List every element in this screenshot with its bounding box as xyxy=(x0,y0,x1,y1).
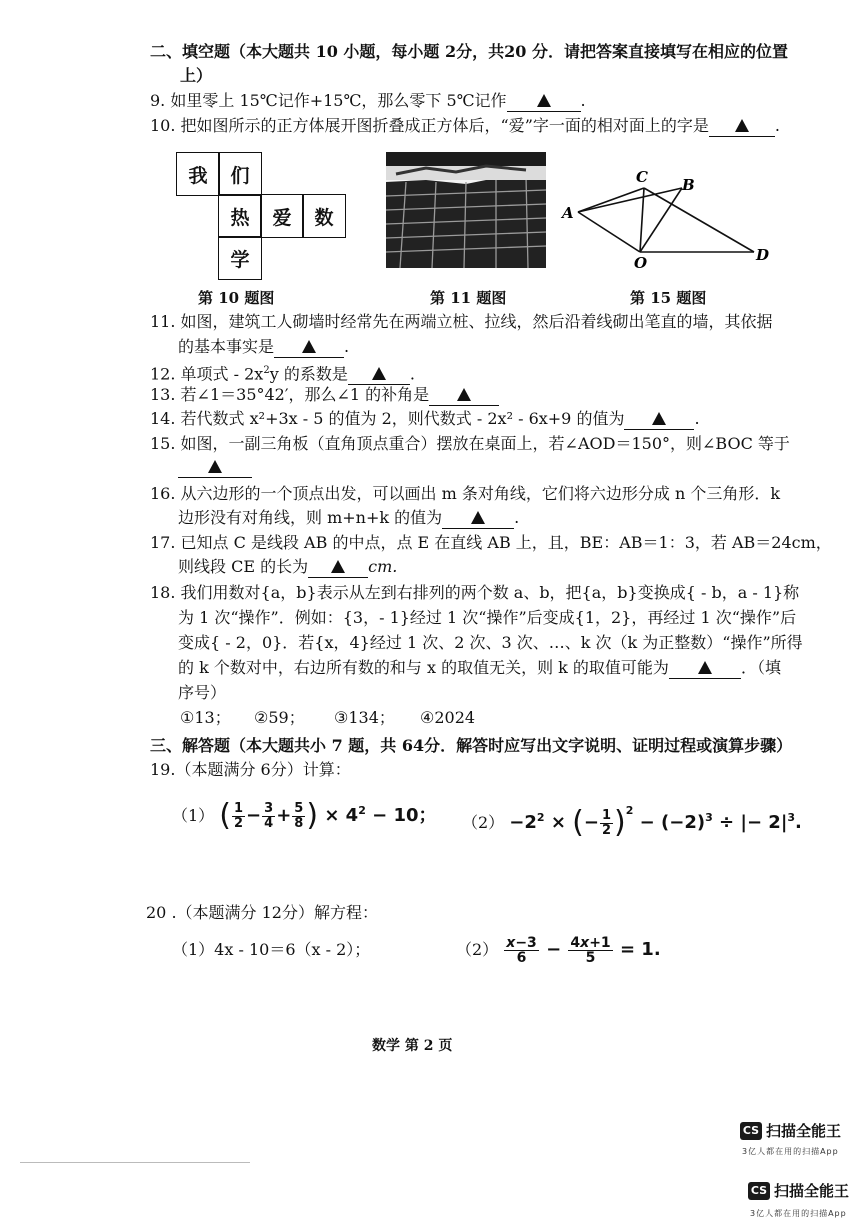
scanner-watermark-logo xyxy=(740,1120,841,1141)
question-18-options xyxy=(180,708,475,728)
net-cell: 爱 xyxy=(260,194,304,238)
question-19-part2 xyxy=(462,793,802,841)
question-20-part1: （1）4x - 10＝6（x - 2）； xyxy=(172,940,371,959)
net-cell: 学 xyxy=(218,236,262,280)
question-number: 15. xyxy=(150,434,176,453)
label-C: C xyxy=(636,168,648,186)
question-number: 17. xyxy=(150,533,176,552)
question-number: 19. xyxy=(150,760,176,779)
question-16-line1 xyxy=(150,484,780,504)
question-text: y 的系数是 xyxy=(269,364,348,384)
question-text: 则线段 CE 的长为 xyxy=(178,557,309,576)
punct: . xyxy=(344,337,350,356)
triangle-icon xyxy=(735,119,749,132)
triangle-icon xyxy=(471,511,485,524)
option: ②59； xyxy=(254,708,305,727)
question-text: 如里零上 15℃记作+15℃，那么零下 5℃记作 xyxy=(170,91,507,110)
net-cell: 热 xyxy=(218,194,262,238)
question-9 xyxy=(150,91,586,112)
question-text: 把如图所示的正方体展开图折叠成正方体后，“爱”字一面的相对面上的字是 xyxy=(180,116,709,135)
question-number: 9. xyxy=(150,91,166,110)
punct: . xyxy=(774,116,781,135)
answer-blank xyxy=(624,409,694,430)
section2-title-line2: 上） xyxy=(180,66,213,85)
triangle-icon xyxy=(331,560,345,573)
figure-15-caption: 第 15 题图 xyxy=(630,289,707,307)
question-number: 20 . xyxy=(146,903,177,922)
question-text: 从六边形的一个顶点出发，可以画出 m 条对角线，它们将六边形分成 n 个三角形．k xyxy=(180,484,781,503)
punct: . xyxy=(514,508,520,527)
net-cell: 我 xyxy=(176,152,220,196)
question-18-line3: 变成{ - 2，0}．若{x，4}经过 1 次、2 次、3 次、…、k 次（k 为正整数）“操作”所得 xyxy=(178,633,803,652)
question-number: 14. xyxy=(150,409,176,428)
question-text: ．（填 xyxy=(740,658,781,677)
triangle-icon xyxy=(698,661,712,674)
question-18-line1 xyxy=(150,583,799,603)
question-12 xyxy=(150,361,415,385)
triangle-icon xyxy=(457,388,471,401)
watermark-subtitle: 3亿人都在用的扫描App xyxy=(750,1209,847,1218)
question-number: 16. xyxy=(150,484,176,503)
question-14 xyxy=(150,409,700,430)
label-B: B xyxy=(682,176,695,194)
divider xyxy=(20,1162,250,1163)
question-text: 的基本事实是 xyxy=(178,337,275,356)
section2-title-line1: 二、填空题（本大题共 10 小题，每小题 2分，共20 分．请把答案直接填写在相应的位置 xyxy=(150,42,788,61)
answer-blank xyxy=(308,557,368,578)
punct: . xyxy=(694,409,700,428)
option: ①13； xyxy=(180,708,231,727)
question-20-part2 xyxy=(456,930,661,970)
question-text: 的 k 个数对中，右边所有数的和与 x 的取值无关，则 k 的取值可能为 xyxy=(178,658,669,677)
question-15 xyxy=(150,434,790,454)
watermark-subtitle: 3亿人都在用的扫描App xyxy=(742,1147,839,1156)
triangle-icon xyxy=(302,340,316,353)
question-number: 13. xyxy=(150,385,176,404)
watermark-name: 扫描全能王 xyxy=(766,1122,842,1140)
figure-10-caption: 第 10 题图 xyxy=(198,289,275,307)
question-19 xyxy=(150,760,351,780)
question-number: 11. xyxy=(150,312,176,331)
net-cell: 们 xyxy=(218,152,262,196)
figure-11-caption: 第 11 题图 xyxy=(430,289,507,307)
question-18-line2: 为 1 次“操作”．例如：{3，- 1}经过 1 次“操作”后变成{1，2}，再经过 1 次“操作”后 xyxy=(178,608,797,627)
punct: . xyxy=(580,91,586,110)
option: ④2024 xyxy=(420,708,476,727)
label-D: D xyxy=(756,246,770,264)
question-17-line1 xyxy=(150,533,832,553)
answer-blank xyxy=(442,508,514,529)
question-text: （本题满分 6分）计算： xyxy=(175,760,351,779)
question-number: 12. xyxy=(150,364,176,384)
equation-2: $\frac{x-3}{6}$ − $\frac{4x+1}{5}$ = 1. xyxy=(506,934,661,966)
question-11-line1 xyxy=(150,312,773,332)
question-text: 我们用数对{a，b}表示从左到右排列的两个数 a、b，把{a，b}变换成{ - b，a - 1}称 xyxy=(180,583,800,602)
question-11-line2 xyxy=(178,337,349,358)
question-15-blank xyxy=(178,457,252,478)
question-17-line2 xyxy=(178,557,397,578)
expression-1: ( $\frac{1}{2}$ − $\frac{3}{4}$ + $\frac{5}{8}$ ) × $4^2 - 10$； xyxy=(219,798,437,833)
question-text: 如图，建筑工人砌墙时经常先在两端立桩、拉线，然后沿着线砌出笔直的墙，其依据 xyxy=(180,312,773,331)
answer-blank xyxy=(348,364,410,385)
answer-blank xyxy=(274,337,344,358)
label-O: O xyxy=(634,254,648,272)
question-18-line4 xyxy=(178,658,781,679)
answer-blank xyxy=(507,91,581,112)
label-A: A xyxy=(562,204,574,222)
net-cell: 数 xyxy=(302,194,346,238)
question-16-line2 xyxy=(178,508,519,529)
figure-15-set-squares xyxy=(556,164,776,274)
cs-logo-icon: CS xyxy=(740,1122,762,1140)
triangle-icon xyxy=(372,367,386,380)
question-13 xyxy=(150,385,499,406)
expression-2: $-2^2$ × (− $\frac{1}{2}$ )$^2 - (-2)^3$ ÷ |− $2|^3$. xyxy=(509,804,802,840)
unit: cm. xyxy=(368,557,398,576)
page-footer: 数学 第 2 页 xyxy=(372,1038,453,1054)
question-10 xyxy=(150,116,780,137)
question-text: 边形没有对角线，则 m+n+k 的值为 xyxy=(178,508,443,527)
question-text: 已知点 C 是线段 AB 的中点，点 E 在直线 AB 上，且，BE：AB＝1：3，若 AB＝24cm， xyxy=(180,533,832,552)
option: ③134； xyxy=(334,708,395,727)
exponent: 2 xyxy=(263,365,270,376)
watermark-name: 扫描全能王 xyxy=(774,1182,850,1200)
question-20 xyxy=(146,903,378,923)
figure-11-brick-wall-photo xyxy=(386,152,546,268)
triangle-icon xyxy=(537,94,551,107)
part-label: （2） xyxy=(462,813,505,832)
question-19-part1 xyxy=(172,793,437,834)
question-text: 若∠1＝35°42′，那么∠1 的补角是 xyxy=(180,385,430,404)
triangle-icon xyxy=(208,460,222,473)
punct: . xyxy=(409,364,415,384)
question-number: 10. xyxy=(150,116,176,135)
part-label: （1） xyxy=(172,806,215,825)
section3-title: 三、解答题（本大题共小 7 题，共 64分．解答时应写出文字说明、证明过程或演算步骤） xyxy=(150,736,793,755)
question-text: 单项式 - 2x xyxy=(180,364,264,384)
triangle-icon xyxy=(652,412,666,425)
answer-blank xyxy=(178,457,252,478)
cs-logo-icon: CS xyxy=(748,1182,770,1200)
answer-blank xyxy=(669,658,741,679)
scanner-watermark-logo xyxy=(748,1180,849,1201)
question-text: 若代数式 x²+3x - 5 的值为 2，则代数式 - 2x² - 6x+9 的值为 xyxy=(180,409,625,428)
part-label: （2） xyxy=(456,940,499,959)
question-number: 18. xyxy=(150,583,176,602)
answer-blank xyxy=(709,116,775,137)
question-text: 如图，一副三角板（直角顶点重合）摆放在桌面上，若∠AOD＝150°，则∠BOC 等于 xyxy=(180,434,790,453)
question-18-line5: 序号） xyxy=(178,683,227,702)
answer-blank xyxy=(429,385,499,406)
question-text: （本题满分 12分）解方程： xyxy=(176,903,378,922)
